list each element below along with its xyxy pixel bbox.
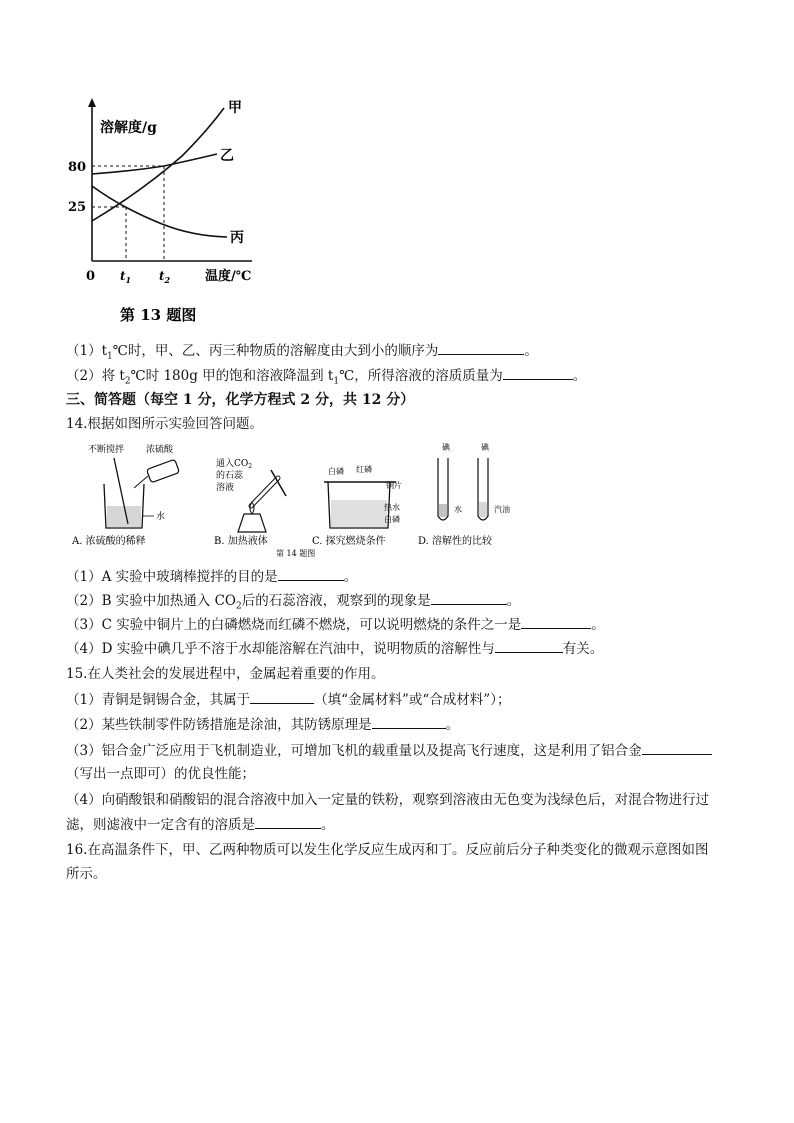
answer-blank[interactable] xyxy=(495,638,563,653)
svg-text:浓硫酸: 浓硫酸 xyxy=(146,445,174,455)
answer-blank[interactable] xyxy=(255,814,321,829)
answer-blank[interactable] xyxy=(431,590,507,605)
q14-part2: （2）B 实验中加热通入 $CO_2$后的石蕊溶液，观察到的现象是 。 xyxy=(66,590,520,617)
fig13-caption: 第 13 题图 xyxy=(120,306,197,324)
q15-stem: 15.在人类社会的发展进程中，金属起着重要的作用。 xyxy=(66,666,385,682)
tick-t2: $t_2$ xyxy=(159,269,171,285)
svg-text:的石蕊: 的石蕊 xyxy=(216,471,244,481)
svg-text:红磷: 红磷 xyxy=(356,465,372,474)
svg-text:不断搅拌: 不断搅拌 xyxy=(88,445,125,455)
svg-text:碘: 碘 xyxy=(442,443,450,452)
svg-text:溶液: 溶液 xyxy=(216,483,235,493)
svg-text:白磷: 白磷 xyxy=(328,467,344,476)
label-jia: 甲 xyxy=(228,100,242,116)
answer-blank[interactable] xyxy=(642,740,712,755)
answer-blank[interactable] xyxy=(372,714,446,729)
svg-text:热水: 热水 xyxy=(384,503,400,512)
svg-text:B. 加热液体: B. 加热液体 xyxy=(214,536,268,547)
x-axis-label: 温度/℃ xyxy=(205,269,252,284)
svg-text:碘: 碘 xyxy=(481,443,489,452)
svg-text:水: 水 xyxy=(156,512,166,522)
tick-t1: $t_1$ xyxy=(120,269,132,285)
y-axis-label: 溶解度/g xyxy=(100,120,157,136)
experiment-a xyxy=(71,443,179,547)
section-title: 三、简答题（每空 1 分，化学方程式 2 分，共 12 分） xyxy=(66,392,415,408)
origin-label: 0 xyxy=(86,269,96,284)
label-yi: 乙 xyxy=(220,148,234,164)
svg-text:水: 水 xyxy=(454,505,462,514)
q15-part3-cont: （写出一点即可）的优良性能； xyxy=(66,766,255,782)
q13-part2: （2）将 $t_2℃$时 180g 甲的饱和溶液降温到 $t_1℃$，所得溶液的溶质质量为 。 xyxy=(66,365,586,392)
q15-part1: （1）青铜是铜锡合金，其属于 （填“金属材料”或“合成材料”）； xyxy=(66,689,510,710)
answer-blank[interactable] xyxy=(250,689,314,704)
q13-part1: $(1)t_1℃$时，甲、乙、丙三种物质的溶解度由大到小的顺序为 。 xyxy=(66,340,538,367)
q15-part4-cont: 滤，则滤液中一定含有的溶质是 。 xyxy=(66,814,335,835)
answer-blank[interactable] xyxy=(521,614,591,629)
q15-part2: （2）某些铁制零件防锈措施是涂油，其防锈原理是 。 xyxy=(66,714,459,735)
svg-text:C. 探究燃烧条件: C. 探究燃烧条件 xyxy=(312,536,386,547)
experiment-d xyxy=(418,442,510,547)
tick-80: 80 xyxy=(68,160,87,175)
answer-blank[interactable] xyxy=(278,566,344,581)
q14-experiment-figure xyxy=(66,440,536,558)
svg-text:白磷: 白磷 xyxy=(384,515,400,524)
svg-text:通入CO2: 通入$CO_2$ xyxy=(216,459,253,470)
svg-text:A. 浓硫酸的稀释: A. 浓硫酸的稀释 xyxy=(72,536,146,547)
solubility-chart xyxy=(62,96,274,330)
q14-part4: （4）D 实验中碘几乎不溶于水却能溶解在汽油中，说明物质的溶解性与 有关。 xyxy=(66,638,603,659)
q16-stem-line2: 所示。 xyxy=(66,866,107,882)
answer-blank[interactable] xyxy=(438,340,524,355)
label-bing: 丙 xyxy=(230,230,244,246)
experiment-b xyxy=(214,457,286,547)
q15-part3: （3）铝合金广泛应用于飞机制造业，可增加飞机的载重量以及提高飞行速度，这是利用了铝合金 xyxy=(66,740,712,761)
q16-stem-line1: 16.在高温条件下，甲、乙两种物质可以发生化学反应生成丙和丁。反应前后分子种类变化的微观示意图如图 xyxy=(66,842,709,858)
tick-25: 25 xyxy=(68,200,87,215)
svg-text:D. 溶解性的比较: D. 溶解性的比较 xyxy=(418,536,493,547)
q15-part4: （4）向硝酸银和硝酸铝的混合溶液中加入一定量的铁粉，观察到溶液由无色变为浅绿色后，对混合物进行过 xyxy=(66,792,710,808)
q14-part1: （1）A 实验中玻璃棒搅拌的目的是 。 xyxy=(66,566,357,587)
svg-text:汽油: 汽油 xyxy=(494,505,510,514)
svg-text:铜片: 铜片 xyxy=(386,481,402,490)
q14-stem: 14.根据如图所示实验回答问题。 xyxy=(66,416,263,432)
fig14-caption: 第 14 题图 xyxy=(276,549,316,558)
q14-part3: （3）C 实验中铜片上的白磷燃烧而红磷不燃烧，可以说明燃烧的条件之一是 。 xyxy=(66,614,605,635)
answer-blank[interactable] xyxy=(503,365,573,380)
experiment-c xyxy=(312,464,402,547)
